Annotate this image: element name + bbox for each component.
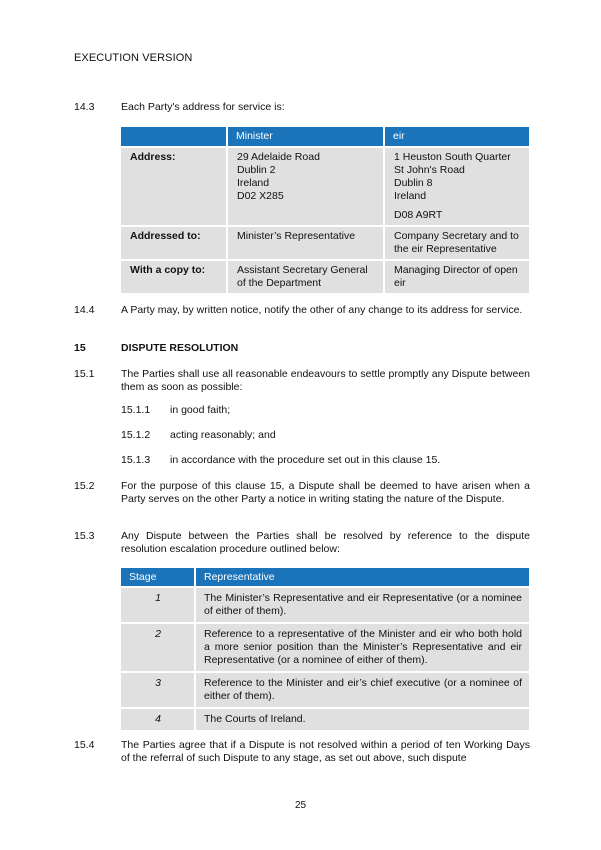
escalation-table xyxy=(121,568,529,732)
page-number: 25 xyxy=(294,800,307,811)
address-eircode: D08 A9RT xyxy=(394,209,443,221)
clause-number: 15.2 xyxy=(74,480,95,492)
stage-number: 3 xyxy=(121,673,196,709)
clause-text: For the purpose of this clause 15, a Dispute shall be deemed to have arisen when a Party serves on the other Party a notice in writing stating the nature of the Dispute. xyxy=(121,480,530,505)
clause-text: Each Party's address for service is: xyxy=(121,101,285,113)
clause-text: A Party may, by written notice, notify the other of any change to its address for service. xyxy=(121,304,523,316)
clause-number: 14.3 xyxy=(74,101,95,113)
address-line: Ireland xyxy=(237,177,270,189)
subclause-number: 15.1.2 xyxy=(121,429,151,441)
clause-text: Any Dispute between the Parties shall be resolved by reference to the dispute resolution escalation procedure outlined below: xyxy=(121,530,530,555)
minister-copy-to: Assistant Secretary General of the Department xyxy=(228,261,385,295)
row-label-addressed-to: Addressed to: xyxy=(121,227,228,261)
clause-15-4 xyxy=(74,739,530,765)
clause-text: The Parties agree that if a Dispute is not resolved within a period of ten Working Days of the referral of such Dispute to any stage, as set out above, such dispute xyxy=(121,739,530,764)
clause-number: 15.4 xyxy=(74,739,95,751)
subclause-number: 15.1.1 xyxy=(121,404,151,416)
minister-address xyxy=(228,148,385,227)
address-line: Dublin 2 xyxy=(237,164,276,176)
clause-number: 14.4 xyxy=(74,304,95,316)
eir-copy-to: Managing Director of open eir xyxy=(385,261,529,295)
table-row xyxy=(121,673,529,709)
document-version-header: EXECUTION VERSION xyxy=(74,52,193,64)
section-title: DISPUTE RESOLUTION xyxy=(121,342,239,354)
address-table xyxy=(121,127,529,295)
stage-number: 2 xyxy=(121,624,196,673)
table-row xyxy=(121,709,529,732)
clause-15-2 xyxy=(74,480,530,506)
eir-address xyxy=(385,148,529,227)
clause-14-3 xyxy=(74,101,530,114)
address-line: D02 X285 xyxy=(237,190,284,202)
stage-number: 1 xyxy=(121,588,196,624)
address-line: St John's Road xyxy=(394,164,465,176)
stage-number: 4 xyxy=(121,709,196,732)
subclause-text: in good faith; xyxy=(170,404,231,416)
header-cell-minister: Minister xyxy=(228,127,385,148)
stage-representative: The Courts of Ireland. xyxy=(196,709,529,732)
stage-representative: The Minister’s Representative and eir Representative (or a nominee of either of them). xyxy=(196,588,529,624)
clause-15-3 xyxy=(74,530,530,556)
subclause-number: 15.1.3 xyxy=(121,454,151,466)
header-cell-blank xyxy=(121,127,228,148)
header-cell-representative: Representative xyxy=(196,568,529,588)
stage-representative: Reference to a representative of the Minister and eir who both hold a more senior position than the Minister’s Representative and eir Representative (or a nominee of either of them). xyxy=(196,624,529,673)
table-row xyxy=(121,261,529,295)
clause-number: 15.1 xyxy=(74,368,95,380)
table-row xyxy=(121,148,529,227)
subclause-text: in accordance with the procedure set out in this clause 15. xyxy=(170,454,441,466)
stage-representative: Reference to the Minister and eir’s chief executive (or a nominee of either of them). xyxy=(196,673,529,709)
clause-15-1 xyxy=(74,368,530,394)
section-15-heading xyxy=(74,342,530,355)
header-cell-stage: Stage xyxy=(121,568,196,588)
clause-14-4 xyxy=(74,304,530,317)
table-row xyxy=(121,227,529,261)
header-cell-eir: eir xyxy=(385,127,529,148)
address-line: Dublin 8 xyxy=(394,177,433,189)
row-label-copy-to: With a copy to: xyxy=(121,261,228,295)
address-line: Ireland xyxy=(394,190,427,202)
minister-addressed-to: Minister’s Representative xyxy=(228,227,385,261)
escalation-table-header xyxy=(121,568,529,588)
section-number: 15 xyxy=(74,342,86,354)
clause-number: 15.3 xyxy=(74,530,95,542)
clause-text: The Parties shall use all reasonable endeavours to settle promptly any Dispute between them as soon as possible: xyxy=(121,368,530,393)
subclause-text: acting reasonably; and xyxy=(170,429,276,441)
table-row xyxy=(121,588,529,624)
address-line: 1 Heuston South Quarter xyxy=(394,151,511,163)
address-table-header xyxy=(121,127,529,148)
table-row xyxy=(121,624,529,673)
address-line: 29 Adelaide Road xyxy=(237,151,320,163)
row-label-address: Address: xyxy=(121,148,228,227)
eir-addressed-to: Company Secretary and to the eir Representative xyxy=(385,227,529,261)
